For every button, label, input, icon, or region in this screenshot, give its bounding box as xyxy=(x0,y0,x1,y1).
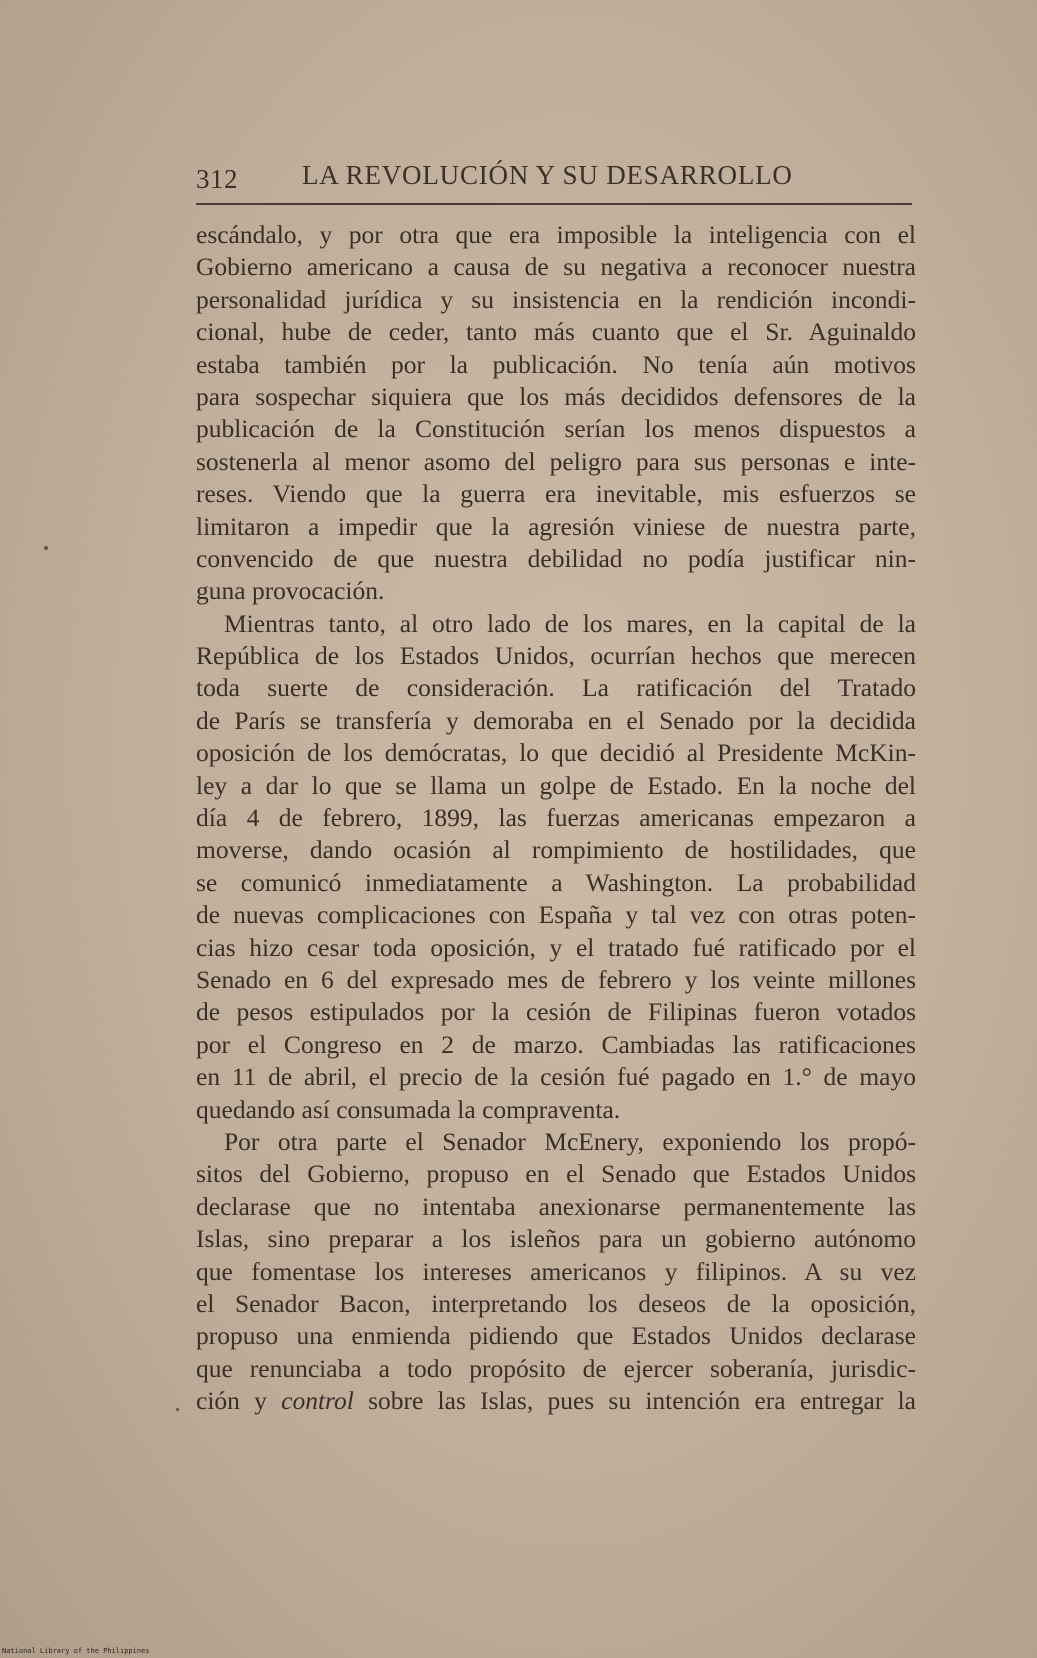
text-line: ley a dar lo que se llama un golpe de Estado. En la noche del xyxy=(196,770,916,800)
text-line: Islas, sino preparar a los isleños para un gobierno autónomo xyxy=(196,1224,916,1254)
text-line: día 4 de febrero, 1899, las fuerzas americanas empezaron a xyxy=(196,803,916,833)
text-line: declarase que no intentaba anexionarse permanentemente las xyxy=(196,1191,916,1221)
text-line: de nuevas complicaciones con España y tal vez con otras poten- xyxy=(196,900,916,930)
text-line: sostenerla al menor asomo del peligro para sus personas e inte- xyxy=(196,446,916,476)
library-credit: National Library of the Philippines xyxy=(2,1647,150,1655)
running-head xyxy=(196,160,916,200)
chapter-title: LA REVOLUCIÓN Y SU DESARROLLO xyxy=(302,160,793,190)
text-line: guna provocación. xyxy=(196,576,385,606)
final-text-line xyxy=(196,1385,916,1417)
page-number: 312 xyxy=(196,164,238,194)
paragraph-start-line: Por otra parte el Senador McEnery, exponiendo los propó- xyxy=(224,1126,916,1156)
text-line: oposición de los demócratas, lo que decidió al Presidente McKin- xyxy=(196,738,916,768)
text-line: cias hizo cesar toda oposición, y el tratado fué ratificado por el xyxy=(196,932,916,962)
text-line: de pesos estipulados por la cesión de Filipinas fueron votados xyxy=(196,997,916,1027)
text-line: estaba también por la publicación. No tenía aún motivos xyxy=(196,349,916,379)
text-line: toda suerte de consideración. La ratificación del Tratado xyxy=(196,673,916,703)
text-line: en 11 de abril, el precio de la cesión fué pagado en 1.° de mayo xyxy=(196,1062,916,1092)
text-line: de París se transfería y demoraba en el Senado por la decidida xyxy=(196,705,916,735)
text-line: por el Congreso en 2 de marzo. Cambiadas las ratificaciones xyxy=(196,1029,916,1059)
text-line: Gobierno americano a causa de su negativa a reconocer nuestra xyxy=(196,252,916,282)
text-line: personalidad jurídica y su insistencia en la rendición incondi- xyxy=(196,284,916,314)
paper-speck xyxy=(44,546,48,550)
text-line: se comunicó inmediatamente a Washington. La probabilidad xyxy=(196,867,916,897)
body-text xyxy=(196,219,916,1417)
final-line-start: ción y xyxy=(196,1386,282,1416)
text-line: escándalo, y por otra que era imposible la inteligencia con el xyxy=(196,220,916,249)
text-line: sitos del Gobierno, propuso en el Senado que Estados Unidos xyxy=(196,1159,916,1189)
text-line: Senado en 6 del expresado mes de febrero y los veinte millones xyxy=(196,964,916,994)
text-line: cional, hube de ceder, tanto más cuanto que el Sr. Aguinaldo xyxy=(196,317,916,347)
paper-speck xyxy=(176,1408,179,1411)
italic-word: control xyxy=(281,1386,354,1416)
text-line: que renunciaba a todo propósito de ejercer soberanía, jurisdic- xyxy=(196,1353,916,1383)
text-line: propuso una enmienda pidiendo que Estados Unidos declarase xyxy=(196,1321,916,1351)
text-line: limitaron a impedir que la agresión viniese de nuestra parte, xyxy=(196,511,916,541)
text-line: publicación de la Constitución serían los menos dispuestos a xyxy=(196,414,916,444)
text-line: convencido de que nuestra debilidad no podía justificar nin- xyxy=(196,543,916,573)
paragraph-start-line: Mientras tanto, al otro lado de los mares, en la capital de la xyxy=(224,608,916,638)
header-rule xyxy=(196,203,912,205)
text-line: para sospechar siquiera que los más decididos defensores de la xyxy=(196,381,916,411)
text-line: reses. Viendo que la guerra era inevitable, mis esfuerzos se xyxy=(196,479,916,509)
text-line: moverse, dando ocasión al rompimiento de hostilidades, que xyxy=(196,835,916,865)
text-line: República de los Estados Unidos, ocurrían hechos que merecen xyxy=(196,641,916,671)
text-line: el Senador Bacon, interpretando los deseos de la oposición, xyxy=(196,1288,916,1318)
text-line: quedando así consumada la compraventa. xyxy=(196,1094,621,1124)
text-line: que fomentase los intereses americanos y filipinos. A su vez xyxy=(196,1256,916,1286)
final-line-end: sobre las Islas, pues su intención era entregar la xyxy=(353,1386,916,1416)
